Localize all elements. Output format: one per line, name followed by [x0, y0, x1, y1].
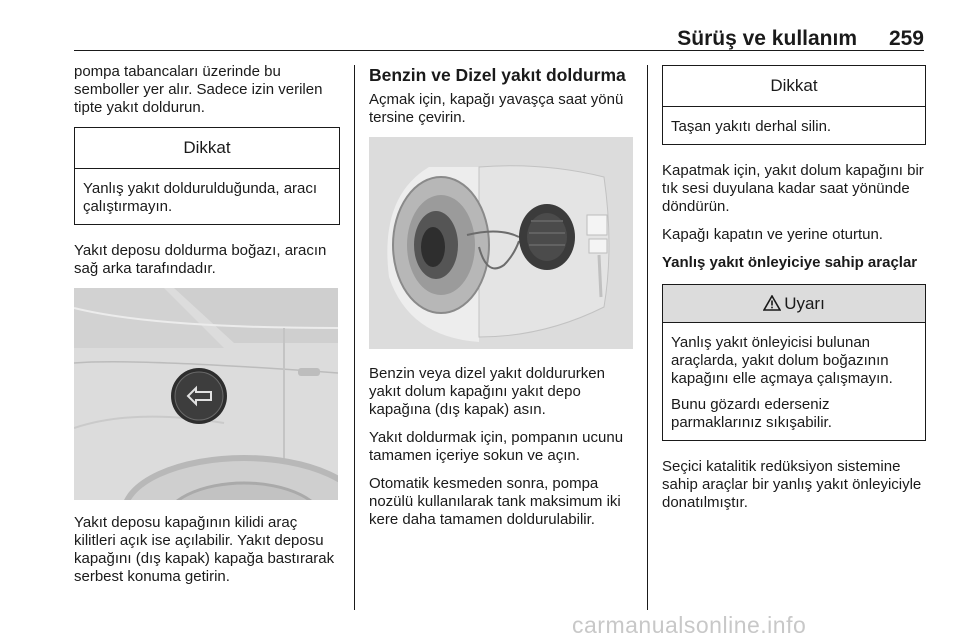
header-divider	[74, 50, 924, 51]
fuel-cap-illustration	[369, 137, 633, 349]
column-divider-2	[647, 65, 648, 610]
notice-box	[662, 65, 926, 145]
auto-cutoff-paragraph: Otomatik kesmeden sonra, pompa nozülü kullanılarak tank maksimum iki kere daha tamamen doldurulabilir.	[369, 475, 621, 528]
warning-text-1: Yanlış yakıt önleyicisi bulunan araçlarda, yakıt dolum boğazının kapağını elle açmaya çalışmayın.	[671, 334, 893, 387]
warning-text-2: Bunu gözardı ederseniz parmaklarınız sıkışabilir.	[671, 396, 832, 431]
close-cap-paragraph: Kapatmak için, yakıt dolum kapağını bir tık sesi duyulana kadar saat yönünde döndürün.	[662, 162, 924, 215]
warning-triangle-icon	[763, 295, 781, 311]
car-fuel-flap-illustration	[74, 288, 338, 500]
notice-title: Dikkat	[663, 66, 925, 107]
close-flap-paragraph: Kapağı kapatın ve yerine oturtun.	[662, 226, 883, 243]
section-heading: Benzin ve Dizel yakıt doldurma	[369, 65, 626, 85]
watermark: carmanualsonline.info	[572, 612, 807, 638]
column-1	[74, 63, 340, 596]
column-3	[662, 63, 926, 522]
intro-paragraph: pompa tabancaları üzerinde bu semboller yer alır. Sadece izin verilen tipte yakıt doldurun.	[74, 63, 323, 116]
hang-cap-paragraph: Benzin veya dizel yakıt doldururken yakıt dolum kapağını yakıt depo kapağına (dış kapak) asın.	[369, 365, 605, 418]
scr-note-paragraph: Seçici katalitik redüksiyon sistemine sahip araçlar bir yanlış yakıt önleyiciyle donatılmıştır.	[662, 458, 922, 511]
open-cap-paragraph: Açmak için, kapağı yavaşça saat yönü tersine çevirin.	[369, 91, 624, 126]
page-header-title: Sürüş ve kullanım	[677, 27, 857, 50]
column-divider-1	[354, 65, 355, 610]
notice-box	[74, 127, 340, 225]
warning-box	[662, 284, 926, 441]
page-number: 259	[888, 27, 924, 50]
filler-location-paragraph: Yakıt deposu doldurma boğazı, aracın sağ arka tarafındadır.	[74, 242, 327, 277]
column-2	[369, 63, 635, 539]
notice-title: Dikkat	[75, 128, 339, 169]
notice-text: Yanlış yakıt doldurulduğunda, aracı çalıştırmayın.	[83, 180, 318, 215]
warning-title: Uyarı	[784, 294, 825, 313]
warning-header	[663, 285, 925, 323]
flap-release-paragraph: Yakıt deposu kapağının kilidi araç kilitleri açık ise açılabilir. Yakıt deposu kapağını (dış kapak) kapağa bastırarak serbest konuma getirin.	[74, 514, 335, 585]
insert-nozzle-paragraph: Yakıt doldurmak için, pompanın ucunu tamamen içeriye sokun ve açın.	[369, 429, 624, 464]
misfuel-heading: Yanlış yakıt önleyiciye sahip araçlar	[662, 254, 918, 271]
notice-text: Taşan yakıtı derhal silin.	[671, 118, 832, 135]
